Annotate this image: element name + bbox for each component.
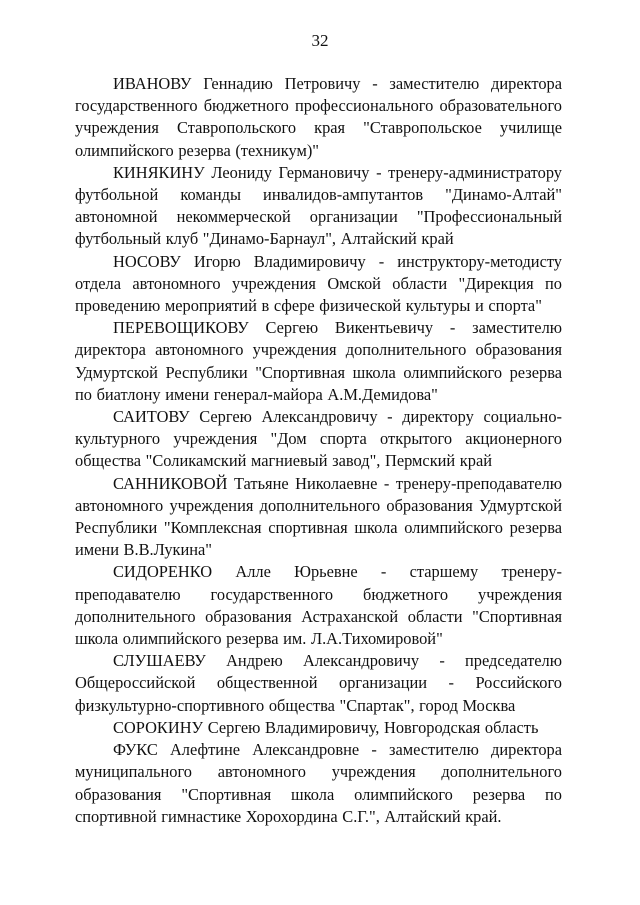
list-item: ИВАНОВУ Геннадию Петровичу - заместителю директора государственного бюджетного профессионального образовательного учреждения Ставропольского края "Ставропольское училище олимпийского резерва (техникум)" bbox=[75, 74, 562, 160]
award-list bbox=[75, 73, 562, 828]
list-item: САННИКОВОЙ Татьяне Николаевне - тренеру-преподавателю автономного учреждения дополнительного образования Удмуртской Республики "Комплексная спортивная школа олимпийского резерва имени В.В.Лукина" bbox=[75, 473, 562, 560]
page-number: 32 bbox=[311, 31, 329, 50]
list-item: НОСОВУ Игорю Владимировичу - инструктору-методисту отдела автономного учреждения Омской области "Дирекция по проведению мероприятий в сфере физической культуры и спорта" bbox=[75, 251, 562, 316]
list-item: СОРОКИНУ Сергею Владимировичу, Новгородская область bbox=[113, 717, 539, 737]
list-item: САИТОВУ Сергею Александровичу - директору социально-культурного учреждения "Дом спорта открытого акционерного общества "Соликамский магниевый завод", Пермский край bbox=[75, 407, 562, 471]
list-item: КИНЯКИНУ Леониду Германовичу - тренеру-администратору футбольной команды инвалидов-ампутантов "Динамо-Алтай" автономной некоммерческой организации "Профессиональный футбольный клуб "Динамо-Барнаул", Алтайский край bbox=[75, 162, 562, 249]
list-item: ФУКС Алефтине Александровне - заместителю директора муниципального автономного учреждения дополнительного образования "Спортивная школа олимпийского резерва по спортивной гимнастике Хорохордина С.Г.", Алтайский край. bbox=[75, 740, 562, 826]
list-item: СИДОРЕНКО Алле Юрьевне - старшему тренеру-преподавателю государственного бюджетного учреждения дополнительного образования Астраханской области "Спортивная школа олимпийского резерва им. Л.А.Тихомировой" bbox=[75, 562, 562, 649]
list-item: ПЕРЕВОЩИКОВУ Сергею Викентьевичу - заместителю директора автономного учреждения дополнительного образования Удмуртской Республики "Спортивная школа олимпийского резерва по биатлону имени генерал-майора А.М.Демидова" bbox=[75, 318, 562, 404]
list-item: СЛУШАЕВУ Андрею Александровичу - председателю Общероссийской общественной организации - Российского физкультурно-спортивного общества "Спартак", город Москва bbox=[75, 651, 562, 715]
